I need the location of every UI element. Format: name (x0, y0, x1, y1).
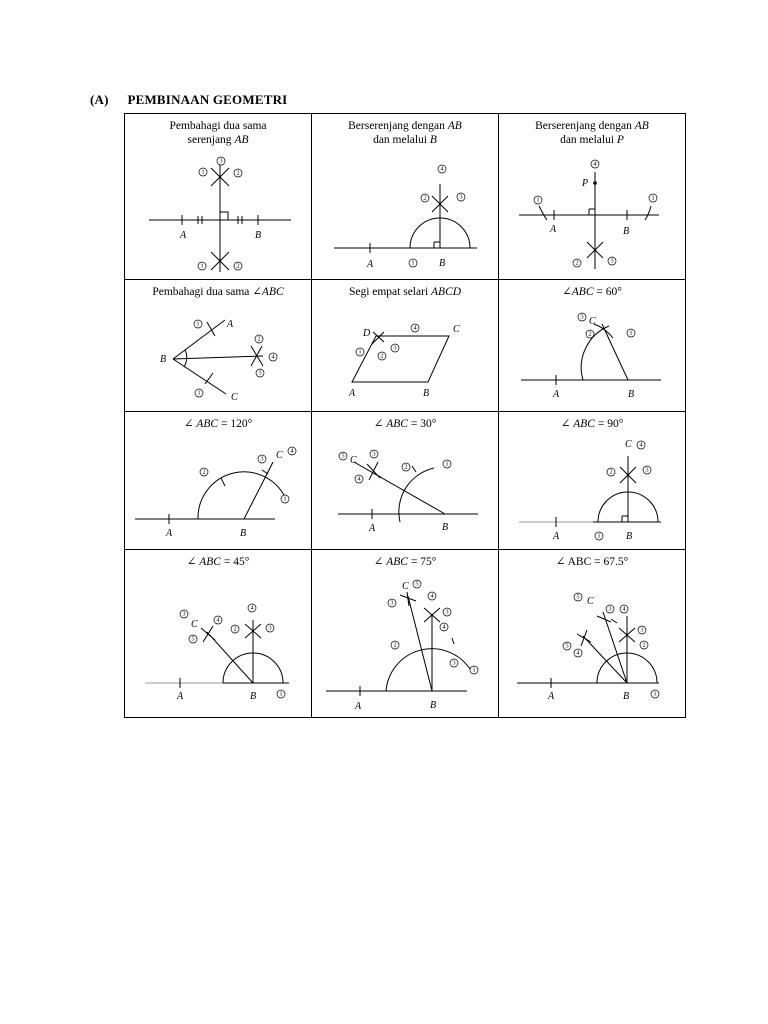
cell-caption: ∠ ABC = 120° (183, 418, 253, 430)
point-label: A (367, 259, 374, 270)
point-label: A (550, 224, 557, 235)
point-label: B (430, 700, 437, 711)
cell-caption: Berserenjang dengan AB dan melalui P (535, 120, 649, 146)
point-label: B (626, 531, 633, 542)
perpendicular-bisector-figure (125, 114, 312, 280)
cell-caption: ∠ ABC = 67.5° (555, 556, 629, 568)
step-number: 4 (639, 441, 643, 449)
cell-perpendicular-bisector (125, 114, 312, 280)
point-label: P (582, 178, 589, 189)
step-number: 3 (372, 450, 376, 458)
point-label: C (625, 439, 632, 450)
step-number: 1 (536, 196, 540, 204)
angle-30-figure (312, 412, 499, 550)
angle-90-figure (499, 412, 686, 550)
step-number: 3 (258, 369, 262, 377)
section-title: PEMBINAAN GEOMETRI (127, 92, 288, 107)
cell-parallelogram (312, 280, 499, 412)
point-label: A (369, 523, 376, 534)
construction-table (124, 113, 686, 718)
step-number: 1 (629, 329, 633, 337)
step-number: 2 (236, 169, 240, 177)
step-number: 4 (593, 160, 597, 168)
step-number: 4 (413, 324, 417, 332)
point-label: C (587, 596, 594, 607)
step-number: 1 (597, 532, 601, 540)
step-number: 3 (645, 466, 649, 474)
cell-caption: ∠ABC = 60° (562, 286, 622, 298)
angle-67-5-figure (499, 550, 686, 718)
point-label: A (553, 531, 560, 542)
step-number: 2 (393, 641, 397, 649)
point-label: B (160, 354, 167, 365)
point-label: B (623, 691, 630, 702)
cell-caption: ∠ ABC = 45° (186, 556, 250, 568)
step-number: 1 (651, 194, 655, 202)
step-number: 2 (380, 352, 384, 360)
step-number: 4 (250, 604, 254, 612)
step-number: 1 (472, 666, 476, 674)
point-label: C (276, 450, 283, 461)
angle-45-figure (125, 550, 312, 718)
step-number: 5 (341, 452, 345, 460)
cell-caption: Pembahagi dua sama serenjang AB (169, 120, 267, 146)
step-number: 1 (201, 168, 205, 176)
step-number: 1 (200, 262, 204, 270)
point-label: B (250, 691, 257, 702)
perpendicular-through-b-figure (312, 114, 499, 280)
point-label: D (363, 328, 371, 339)
point-label: C (350, 455, 357, 466)
step-number: 2 (202, 468, 206, 476)
step-number: 2 (257, 335, 261, 343)
cell-angle-bisector (125, 280, 312, 412)
step-number: 2 (233, 625, 237, 633)
step-number: 5 (191, 635, 195, 643)
cell-angle-30 (312, 412, 499, 550)
point-label: A (227, 319, 234, 330)
step-number: 2 (423, 194, 427, 202)
step-number: 3 (393, 344, 397, 352)
point-label: A (349, 388, 356, 399)
point-label: B (255, 230, 262, 241)
step-number: 2 (404, 463, 408, 471)
point-label: B (628, 389, 635, 400)
step-number: 3 (608, 605, 612, 613)
step-number: 3 (610, 257, 614, 265)
angle-60-figure (499, 280, 686, 412)
point-label: C (402, 581, 409, 592)
point-p (593, 181, 597, 185)
step-number: 3 (182, 610, 186, 618)
point-label: B (442, 522, 449, 533)
step-number: 4 (357, 475, 361, 483)
perpendicular-through-p-figure (499, 114, 686, 280)
step-number: 1 (653, 690, 657, 698)
section-label: (A) (90, 92, 109, 107)
step-number: 1 (283, 495, 287, 503)
step-number: 2 (642, 641, 646, 649)
step-number: 3 (459, 193, 463, 201)
cell-angle-67-5 (499, 550, 686, 718)
step-number: 4 (440, 165, 444, 173)
point-label: B (240, 528, 247, 539)
section-heading (90, 92, 287, 108)
cell-caption: ∠ ABC = 30° (373, 418, 437, 430)
step-number: 2 (609, 468, 613, 476)
point-label: C (453, 324, 460, 335)
step-number: 2 (575, 259, 579, 267)
step-number: 4 (216, 616, 220, 624)
cell-angle-120 (125, 412, 312, 550)
point-label: A (355, 701, 362, 712)
step-number: 3 (390, 599, 394, 607)
step-number: 4 (430, 592, 434, 600)
step-number: 4 (442, 623, 446, 631)
point-label: A (166, 528, 173, 539)
cell-perpendicular-through-b (312, 114, 499, 280)
step-number: 3 (445, 608, 449, 616)
step-number: 1 (196, 320, 200, 328)
step-number: 5 (415, 580, 419, 588)
step-number: 5 (576, 593, 580, 601)
point-label: A (553, 389, 560, 400)
point-label: C (589, 316, 596, 327)
step-number: 3 (580, 313, 584, 321)
step-number: 4 (271, 353, 275, 361)
cell-angle-90 (499, 412, 686, 550)
point-label: B (423, 388, 430, 399)
step-number: 2 (236, 262, 240, 270)
step-number: 1 (445, 460, 449, 468)
step-number: 5 (565, 642, 569, 650)
angle-120-figure (125, 412, 312, 550)
point-label: C (231, 392, 238, 403)
step-number: 1 (197, 389, 201, 397)
step-number: 3 (219, 157, 223, 165)
parallelogram-figure (312, 280, 499, 412)
step-number: 1 (279, 690, 283, 698)
step-number: 3 (452, 659, 456, 667)
step-number: 4 (622, 605, 626, 613)
point-label: C (191, 619, 198, 630)
step-number: 1 (358, 348, 362, 356)
step-number: 4 (576, 649, 580, 657)
angle-75-figure (312, 550, 499, 718)
point-label: A (177, 691, 184, 702)
cell-perpendicular-through-p (499, 114, 686, 280)
cell-caption: ∠ ABC = 75° (373, 556, 437, 568)
angle-bisector-figure (125, 280, 312, 412)
step-number: 3 (640, 626, 644, 634)
cell-caption: Segi empat selari ABCD (348, 286, 462, 298)
step-number: 1 (411, 259, 415, 267)
step-number: 2 (588, 330, 592, 338)
point-label: B (439, 258, 446, 269)
point-label: A (548, 691, 555, 702)
point-label: B (623, 226, 630, 237)
step-number: 4 (290, 447, 294, 455)
cell-caption: Berserenjang dengan AB dan melalui B (348, 120, 462, 146)
cell-angle-45 (125, 550, 312, 718)
point-label: A (180, 230, 187, 241)
cell-angle-75 (312, 550, 499, 718)
step-number: 3 (260, 455, 264, 463)
cell-angle-60 (499, 280, 686, 412)
cell-caption: ∠ ABC = 90° (560, 418, 624, 430)
step-number: 3 (268, 624, 272, 632)
cell-caption: Pembahagi dua sama ∠ABC (152, 286, 284, 298)
